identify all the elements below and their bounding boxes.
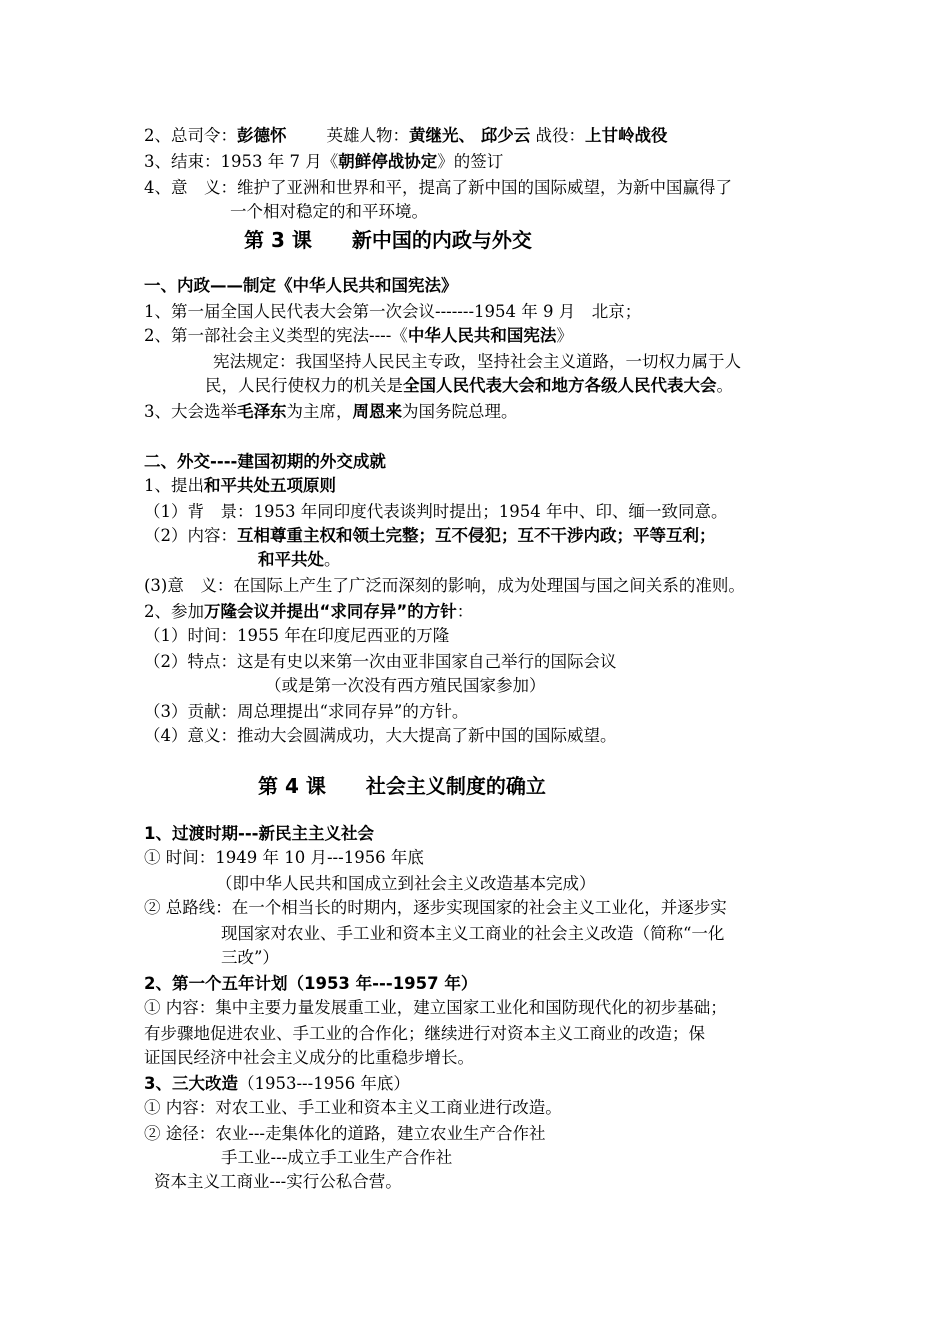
bandung-line (144, 600, 473, 624)
election-text: 3、大会选举 (144, 402, 237, 421)
lesson-3-number: 第 3 课 (244, 228, 312, 252)
plan-content-3: 证国民经济中社会主义成分的比重稳步增长。 (144, 1048, 474, 1067)
election-mid: 为主席， (286, 402, 353, 421)
principles-content-label: （2）内容： (144, 526, 237, 545)
war-significance-line-1: 4、意 义：维护了亚洲和世界和平，提高了新中国的国际威望，为新中国赢得了 (144, 178, 732, 197)
bandung-text: 2、参加 (144, 602, 204, 621)
transition-time-note: （即中华人民共和国成立到社会主义改造基本完成） (216, 874, 596, 893)
principles-end: 。 (324, 550, 341, 569)
constitution-text: 2、第一部社会主义类型的宪法----《 (144, 326, 408, 345)
five-principles-line (144, 474, 336, 498)
transition-time: ① 时间：1949 年 10 月---1956 年底 (144, 848, 424, 867)
five-principles-text: 1、提出 (144, 476, 204, 495)
hero-label: 英雄人物： (326, 126, 409, 145)
constitution-name: 中华人民共和国宪法 (407, 326, 557, 345)
battle-label: 战役： (530, 126, 585, 145)
three-reforms-period: （1953---1956 年底） (237, 1074, 410, 1093)
commander-line (144, 124, 668, 148)
bandung-feature-note: （或是第一次没有西方殖民国家参加） (265, 676, 546, 695)
bandung-feature: （2）特点：这是有史以来第一次由亚非国家自己举行的国际会议 (144, 652, 617, 671)
five-year-plan-heading: 2、第一个五年计划（1953 年---1957 年） (144, 974, 478, 993)
reforms-route-agriculture: ② 途径：农业---走集体化的道路，建立农业生产合作社 (144, 1124, 546, 1143)
election-end: 为国务院总理。 (402, 402, 518, 421)
battle-name: 上甘岭战役 (585, 126, 668, 145)
commander-name: 彭德怀 (237, 126, 287, 145)
power-organs: 全国人民代表大会和地方各级人民代表大会 (403, 376, 717, 395)
lesson-3-title (244, 226, 532, 254)
three-reforms-heading (144, 1072, 410, 1096)
principles-background: （1）背 景：1953 年同印度代表谈判时提出；1954 年中、印、缅一致同意。 (144, 502, 728, 521)
five-principles-name: 和平共处五项原则 (204, 476, 336, 495)
general-line-2: 现国家对农业、手工业和资本主义工商业的社会主义改造（简称“一化 (221, 924, 725, 943)
bandung-significance: （4）意义：推动大会圆满成功，大大提高了新中国的国际威望。 (144, 726, 617, 745)
provision-end: 。 (716, 376, 733, 395)
plan-content-2: 有步骤地促进农业、手工业的合作化；继续进行对资本主义工商业的改造；保 (144, 1024, 705, 1043)
provision-text: 民，人民行使权力的机关是 (205, 376, 403, 395)
constitution-line (144, 324, 573, 348)
lesson-4-title (258, 772, 546, 800)
lesson-4-name: 社会主义制度的确立 (365, 774, 546, 798)
principles-content-2 (258, 548, 341, 572)
premier-name: 周恩来 (352, 402, 402, 421)
constitution-provision-1: 宪法规定：我国坚持人民民主专政，坚持社会主义道路，一切权力属于人 (213, 352, 741, 371)
constitution-suffix: 》 (556, 326, 573, 345)
armistice-name: 朝鲜停战协定 (338, 152, 438, 171)
reforms-route-commerce: 资本主义工商业---实行公私合营。 (154, 1172, 402, 1191)
war-end-suffix: 》的签订 (437, 152, 504, 171)
reforms-route-handicraft: 手工业---成立手工业生产合作社 (221, 1148, 453, 1167)
bandung-time: （1）时间：1955 年在印度尼西亚的万隆 (144, 626, 450, 645)
principles-significance: (3)意 义：在国际上产生了广泛而深刻的影响，成为处理国与国之间关系的准则。 (144, 576, 745, 595)
reforms-content: ① 内容：对农工业、手工业和资本主义工商业进行改造。 (144, 1098, 562, 1117)
peaceful-coexistence: 和平共处 (258, 550, 324, 569)
war-end-text: 3、结束：1953 年 7 月《 (144, 152, 339, 171)
plan-content-1: ① 内容：集中主要力量发展重工业，建立国家工业化和国防现代化的初步基础； (144, 998, 727, 1017)
bandung-contribution: （3）贡献：周总理提出“求同存异”的方针。 (144, 702, 469, 721)
war-significance-line-2: 一个相对稳定的和平环境。 (230, 202, 428, 221)
constitution-provision-2 (205, 374, 733, 398)
section-domestic-heading: 一、内政——制定《中华人民共和国宪法》 (144, 276, 458, 295)
general-line-1: ② 总路线：在一个相当长的时期内，逐步实现国家的社会主义工业化，并逐步实 (144, 898, 727, 917)
war-end-line (144, 150, 503, 174)
election-line (144, 400, 518, 424)
lesson-3-name: 新中国的内政与外交 (351, 228, 532, 252)
transition-heading: 1、过渡时期---新民主主义社会 (144, 824, 375, 843)
lesson-4-number: 第 4 课 (258, 774, 326, 798)
commander-label: 2、总司令： (144, 126, 237, 145)
principles-content (144, 524, 716, 548)
principles-list: 互相尊重主权和领土完整；互不侵犯；互不干涉内政；平等互利； (237, 526, 716, 545)
section-foreign-heading: 二、外交----建国初期的外交成就 (144, 452, 386, 471)
bandung-name: 万隆会议并提出“求同存异”的方针 (204, 602, 457, 621)
general-line-3: 三改”） (221, 948, 279, 967)
hero-names: 黄继光、 邱少云 (409, 126, 531, 145)
chairman-name: 毛泽东 (237, 402, 287, 421)
npc-line: 1、第一届全国人民代表大会第一次会议-------1954 年 9 月 北京； (144, 302, 642, 321)
bandung-colon: ： (456, 602, 474, 621)
three-reforms-title: 3、三大改造 (144, 1074, 238, 1093)
